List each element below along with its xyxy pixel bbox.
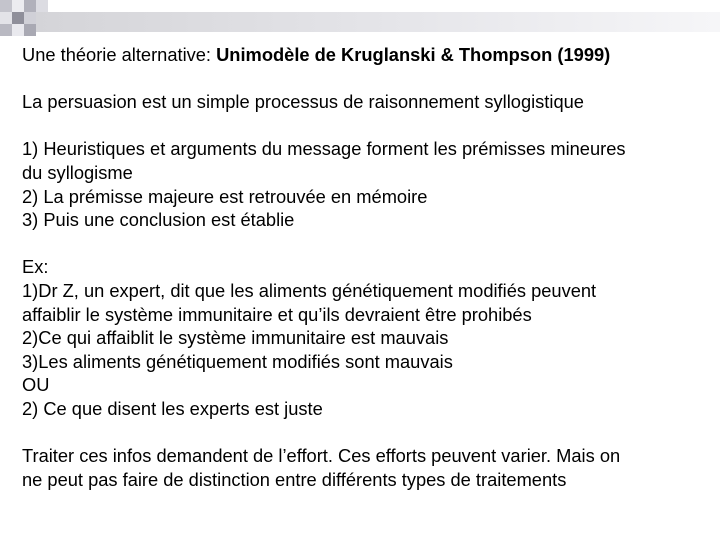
intro-text: La persuasion est un simple processus de raisonnement syllogistique bbox=[22, 91, 584, 113]
spacer bbox=[22, 114, 702, 138]
checker-square bbox=[12, 0, 24, 12]
checker-square bbox=[0, 24, 12, 36]
example-line: OU bbox=[22, 374, 50, 396]
slide-body bbox=[22, 43, 702, 491]
spacer bbox=[22, 232, 702, 256]
checker-square bbox=[0, 12, 12, 24]
checker-square bbox=[36, 0, 48, 12]
step-line: du syllogisme bbox=[22, 161, 133, 183]
header-gradient-bar bbox=[32, 12, 720, 32]
example-line: 3)Les aliments génétiquement modifiés sont mauvais bbox=[22, 350, 453, 372]
closing-line: ne peut pas faire de distinction entre différents types de traitements bbox=[22, 468, 567, 490]
spacer bbox=[22, 421, 702, 445]
step-line: 1) Heuristiques et arguments du message forment les prémisses mineures bbox=[22, 138, 626, 160]
step-line: 3) Puis une conclusion est établie bbox=[22, 209, 295, 231]
example-line: 1)Dr Z, un expert, dit que les aliments génétiquement modifiés peuvent bbox=[22, 279, 597, 301]
checker-square bbox=[0, 0, 12, 12]
example-line: affaiblir le système immunitaire et qu’ils devraient être prohibés bbox=[22, 303, 532, 325]
title-prefix: Une théorie alternative: bbox=[22, 44, 217, 65]
step-line: 2) La prémisse majeure est retrouvée en mémoire bbox=[22, 185, 428, 207]
checker-square bbox=[24, 24, 36, 36]
checker-square bbox=[24, 0, 36, 12]
checker-square bbox=[12, 12, 24, 24]
title-bold: Unimodèle de Kruglanski & Thompson (1999) bbox=[216, 44, 611, 65]
decorative-checker-header bbox=[0, 0, 720, 40]
example-line: Ex: bbox=[22, 256, 49, 278]
spacer bbox=[22, 67, 702, 91]
checker-square bbox=[24, 12, 36, 24]
checker-square bbox=[12, 24, 24, 36]
slide-title bbox=[22, 43, 702, 67]
closing-line: Traiter ces infos demandent de l’effort. Ces efforts peuvent varier. Mais on bbox=[22, 445, 621, 467]
example-line: 2) Ce que disent les experts est juste bbox=[22, 397, 323, 419]
example-line: 2)Ce qui affaiblit le système immunitaire est mauvais bbox=[22, 327, 449, 349]
